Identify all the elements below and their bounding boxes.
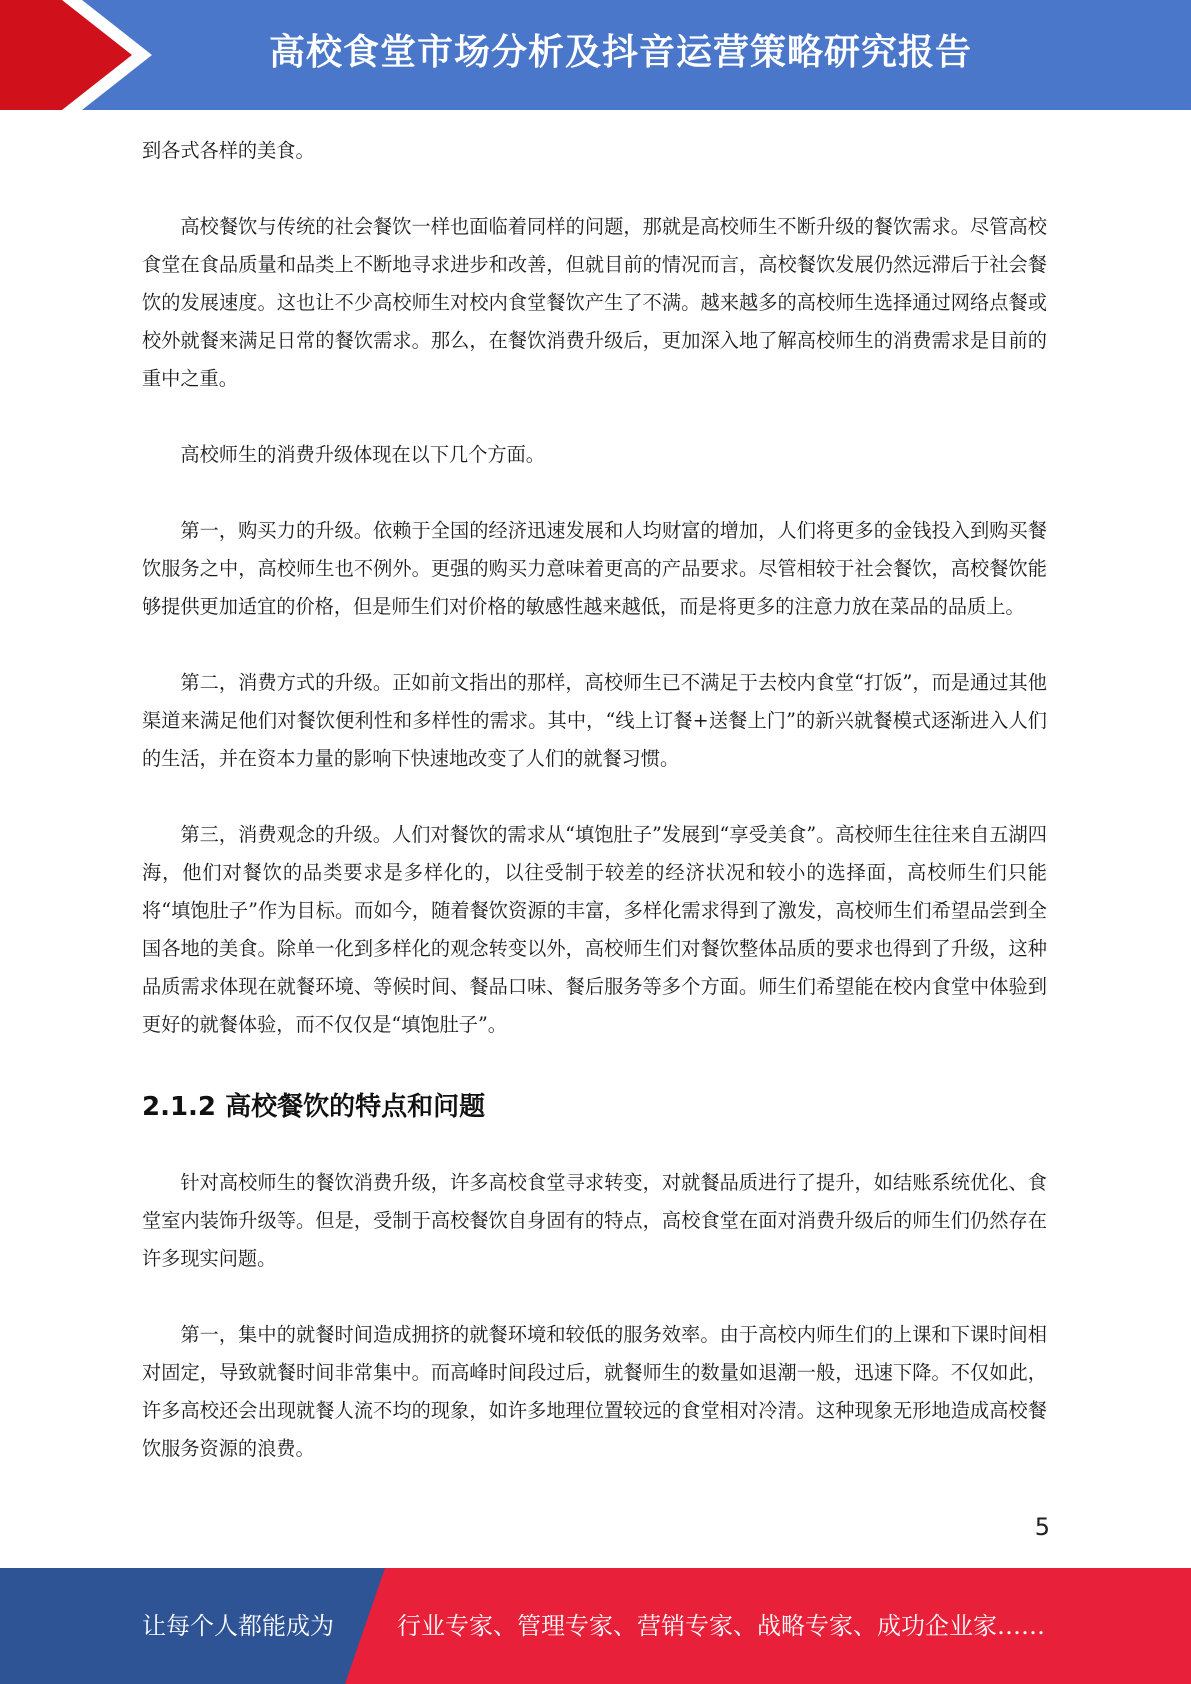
- page-number: 5: [1034, 1513, 1050, 1541]
- paragraph: 第二，消费方式的升级。正如前文指出的那样，高校师生已不满足于去校内食堂“打饭”，而是通过其他渠道来满足他们对餐饮便利性和多样性的需求。其中，“线上订餐+送餐上门”的新兴就餐模式逐渐进入人们的生活，并在资本力量的影响下快速地改变了人们的就餐习惯。: [142, 671, 1047, 770]
- paragraph: 第一，购买力的升级。依赖于全国的经济迅速发展和人均财富的增加，人们将更多的金钱投入到购买餐饮服务之中，高校师生也不例外。更强的购买力意味着更高的产品要求。尽管相较于社会餐饮，高校餐饮能够提供更加适宜的价格，但是师生们对价格的敏感性越来越低，而是将更多的注意力放在菜品的品质上。: [142, 519, 1047, 618]
- report-title: 高校食堂市场分析及抖音运营策略研究报告: [268, 32, 972, 73]
- footer-expert-list: 行业专家、管理专家、营销专家、战略专家、成功企业家……: [397, 1612, 1045, 1640]
- section-heading: 2.1.2 高校餐饮的特点和问题: [142, 1092, 486, 1122]
- paragraph: 高校餐饮与传统的社会餐饮一样也面临着同样的问题，那就是高校师生不断升级的餐饮需求。尽管高校食堂在食品质量和品类上不断地寻求进步和改善，但就目前的情况而言，高校餐饮发展仍然远滞后于社会餐饮的发展速度。这也让不少高校师生对校内食堂餐饮产生了不满。越来越多的高校师生选择通过网络点餐或校外就餐来满足日常的餐饮需求。那么，在餐饮消费升级后，更加深入地了解高校师生的消费需求是目前的重中之重。: [142, 215, 1047, 390]
- paragraph: 针对高校师生的餐饮消费升级，许多高校食堂寻求转变，对就餐品质进行了提升，如结账系统优化、食堂室内装饰升级等。但是，受制于高校餐饮自身固有的特点，高校食堂在面对消费升级后的师生们仍然存在许多现实问题。: [142, 1171, 1047, 1270]
- paragraph: 高校师生的消费升级体现在以下几个方面。: [180, 443, 545, 466]
- footer-slogan: 让每个人都能成为: [142, 1612, 334, 1640]
- paragraph: 到各式各样的美食。: [142, 139, 315, 162]
- paragraph: 第一，集中的就餐时间造成拥挤的就餐环境和较低的服务效率。由于高校内师生们的上课和下课时间相对固定，导致就餐时间非常集中。而高峰时间段过后，就餐师生的数量如退潮一般，迅速下降。不仅如此，许多高校还会出现就餐人流不均的现象，如许多地理位置较远的食堂相对冷清。这种现象无形地造成高校餐饮服务资源的浪费。: [142, 1323, 1047, 1460]
- paragraph: 第三，消费观念的升级。人们对餐饮的需求从“填饱肚子”发展到“享受美食”。高校师生往往来自五湖四海，他们对餐饮的品类要求是多样化的，以往受制于较差的经济状况和较小的选择面，高校师生们只能将“填饱肚子”作为目标。而如今，随着餐饮资源的丰富，多样化需求得到了激发，高校师生们希望品尝到全国各地的美食。除单一化到多样化的观念转变以外，高校师生们对餐饮整体品质的要求也得到了升级，这种品质需求体现在就餐环境、等候时间、餐品口味、餐后服务等多个方面。师生们希望能在校内食堂中体验到更好的就餐体验，而不仅仅是“填饱肚子”。: [142, 823, 1047, 1036]
- page-footer: [0, 1568, 1191, 1684]
- document-body: [142, 132, 1047, 1506]
- page-header: [0, 0, 1191, 110]
